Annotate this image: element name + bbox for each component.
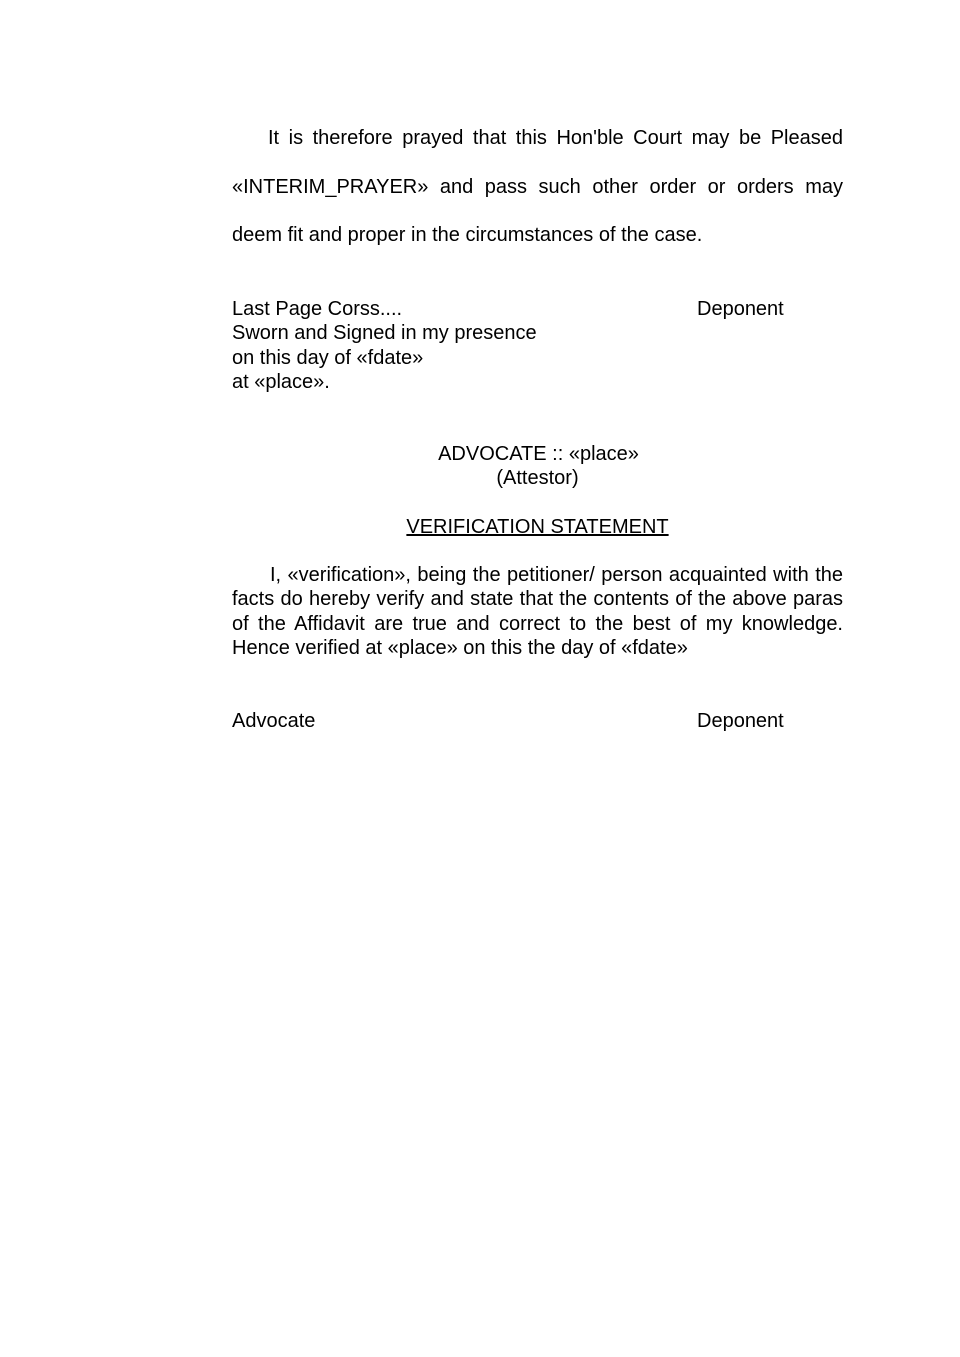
verification-title: VERIFICATION STATEMENT <box>406 516 669 538</box>
sworn-signed-line: Sworn and Signed in my presence <box>232 322 537 345</box>
deponent-label-top: Deponent <box>697 298 784 320</box>
advocate-signature-label: Advocate <box>232 710 316 732</box>
advocate-place-line: ADVOCATE :: «place» <box>438 443 639 465</box>
attestor-block <box>232 442 843 491</box>
verification-text: I, «verification», being the petitioner/ person acquainted with the facts do hereby verify and state that the contents of the above paras of the Affidavit are true and correct to the best of my knowledge. Hence verified at «place» on this the day of «fdate» <box>232 564 843 659</box>
deponent-signature-label: Deponent <box>697 710 784 732</box>
attestor-role: (Attestor) <box>496 467 579 490</box>
verification-heading <box>232 515 843 539</box>
last-page-line: Last Page Corss.... <box>232 298 403 320</box>
verification-paragraph <box>232 563 843 660</box>
prayer-text: It is therefore prayed that this Hon'ble Court may be Pleased «INTERIM_PRAYER» and pass such other order or orders may deem fit and proper in the circumstances of the case. <box>232 127 843 246</box>
prayer-paragraph <box>232 114 843 260</box>
sworn-place-line: at «place». <box>232 370 330 393</box>
sworn-date-line: on this day of «fdate» <box>232 346 424 369</box>
